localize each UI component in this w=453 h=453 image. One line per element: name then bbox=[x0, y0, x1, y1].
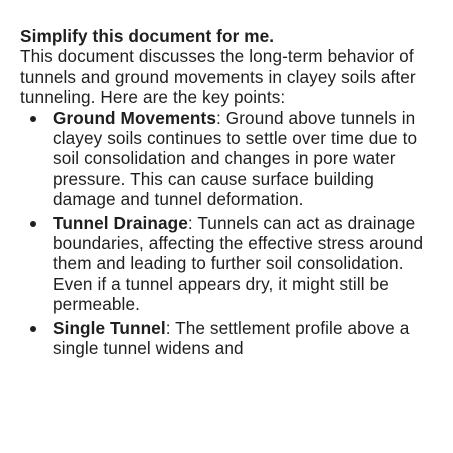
bullet-icon bbox=[30, 116, 36, 122]
bullet-icon bbox=[30, 326, 36, 332]
user-prompt: Simplify this document for me. bbox=[20, 26, 275, 46]
document-body bbox=[20, 26, 440, 362]
key-points-list bbox=[20, 108, 440, 359]
list-item bbox=[20, 318, 440, 359]
point-title: Ground Movements bbox=[53, 107, 216, 128]
point-text: : Tunnels can act as drainage boundaries, affecting the effective stress around them and leading to further soil consolidation. Even if a tunnel appears dry, it might still be permeable. bbox=[53, 212, 424, 315]
list-item bbox=[20, 213, 440, 315]
list-item bbox=[20, 108, 440, 210]
point-title: Single Tunnel bbox=[53, 317, 166, 338]
summary-intro: This document discusses the long-term behavior of tunnels and ground movements in clayey soils after tunneling. Here are the key points: bbox=[20, 46, 416, 108]
bullet-icon bbox=[30, 221, 36, 227]
point-text: : Ground above tunnels in clayey soils continues to settle over time due to soil consolidation and changes in pore water pressure. This can cause surface building damage and tunnel deformation. bbox=[53, 107, 418, 210]
point-text: : The settlement profile above a single tunnel widens and bbox=[53, 317, 410, 359]
point-title: Tunnel Drainage bbox=[53, 212, 188, 233]
